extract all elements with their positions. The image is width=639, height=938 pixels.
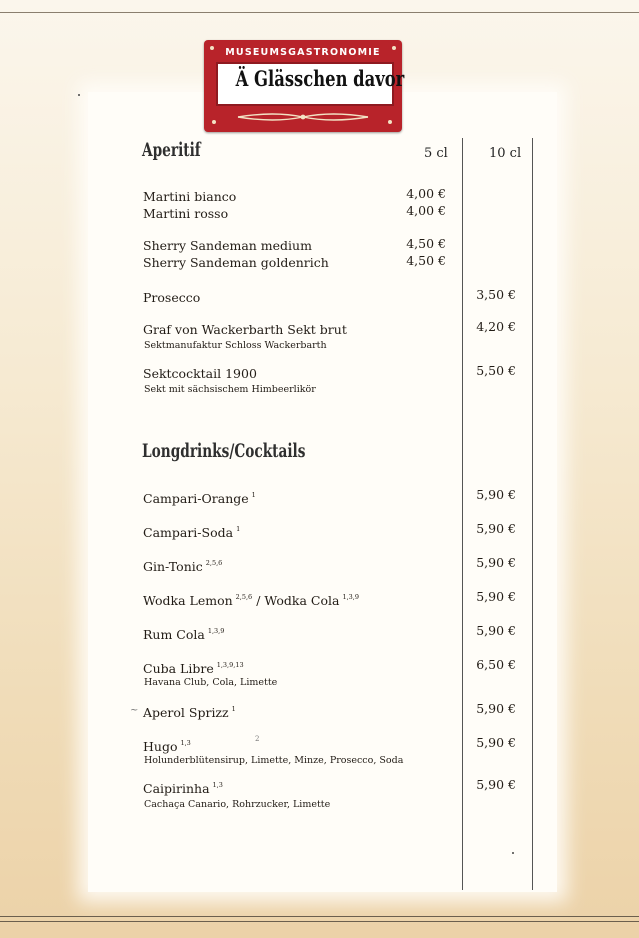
menu-item-description: Sektmanufaktur Schloss Wackerbarth [144,340,327,351]
price: 5,90 € [476,487,516,502]
item-name: Hugo [143,739,178,754]
price: 5,90 € [476,777,516,792]
price: 5,90 € [476,589,516,604]
additive-note: 1,3,9 [207,627,225,635]
additive-note: 1,3,9 [342,593,359,601]
price-5cl: 4,50 € [406,253,446,268]
additive-note: 1 [236,525,241,533]
price: 6,50 € [476,657,516,672]
price-5cl: 4,50 € [406,236,446,251]
menu-item [143,705,236,720]
rivet-icon [392,46,396,50]
column-divider-10cl [532,138,533,890]
menu-item: Martini bianco [143,189,237,204]
column-header-10cl: 10 cl [489,146,522,161]
top-rule [0,12,639,13]
item-name: Wodka Lemon [143,593,233,608]
additive-note: 1,3 [212,781,223,789]
price: 5,90 € [476,555,516,570]
logo-tagline: MUSEUMSGASTRONOMIE [225,47,381,58]
section-title-longdrinks: Longdrinks/Cocktails [142,440,306,462]
rivet-icon [210,46,214,50]
price-5cl: 4,00 € [406,203,446,218]
item-name: Caipirinha [143,781,210,796]
item-name: Campari-Orange [143,491,249,506]
additive-note: 2,5,6 [205,559,223,567]
price: 5,90 € [476,521,516,536]
menu-item [143,781,223,796]
additive-note: 1 [251,491,256,499]
menu-item: Sherry Sandeman goldenrich [143,255,329,270]
price: 5,90 € [476,701,516,716]
menu-item [143,559,222,574]
price-10cl: 3,50 € [476,287,516,302]
speck-icon [512,852,514,854]
bottom-rule [0,916,639,917]
menu-item: Graf von Wackerbarth Sekt brut [143,322,347,337]
pencil-mark-icon: ~ [130,705,139,716]
price: 5,90 € [476,735,516,750]
column-header-5cl: 5 cl [424,146,448,161]
bottom-rule [0,921,639,922]
price-10cl: 5,50 € [476,363,516,378]
rivet-icon [212,120,216,124]
menu-item: Sektcocktail 1900 [143,366,257,381]
item-name: Gin-Tonic [143,559,203,574]
rivet-icon [388,120,392,124]
additive-note: 1,3,9,13 [216,661,244,669]
ornament-icon [234,112,372,122]
additive-note: 1,3 [180,739,191,747]
item-name: Rum Cola [143,627,205,642]
speck-icon [78,94,80,96]
additive-note: 2,5,6 [235,593,253,601]
menu-item [143,739,191,754]
price-10cl: 4,20 € [476,319,516,334]
item-name: Campari-Soda [143,525,234,540]
menu-item: Prosecco [143,290,201,305]
logo-name: Ä Glässchen davor [235,66,405,91]
museum-logo [204,40,405,135]
price: 5,90 € [476,623,516,638]
price-5cl: 4,00 € [406,186,446,201]
margin-note: 2 [255,735,260,743]
item-name-alt: / Wodka Cola [256,593,340,608]
menu-item [143,593,359,608]
menu-item [143,491,256,506]
menu-item-description: Cachaça Canario, Rohrzucker, Limette [144,799,331,810]
menu-item-description: Sekt mit sächsischem Himbeerlikör [144,384,316,395]
menu-item [143,661,244,676]
menu-item [143,627,224,642]
item-name: Cuba Libre [143,661,214,676]
additive-note: 1 [231,705,236,713]
menu-item: Martini rosso [143,206,229,221]
menu-item: Sherry Sandeman medium [143,238,312,253]
menu-item-description: Havana Club, Cola, Limette [144,677,278,688]
section-title-aperitif: Aperitif [142,139,201,161]
item-name: Aperol Sprizz [143,705,229,720]
menu-item [143,525,240,540]
menu-item-description: Holunderblütensirup, Limette, Minze, Prosecco, Soda [144,755,404,766]
